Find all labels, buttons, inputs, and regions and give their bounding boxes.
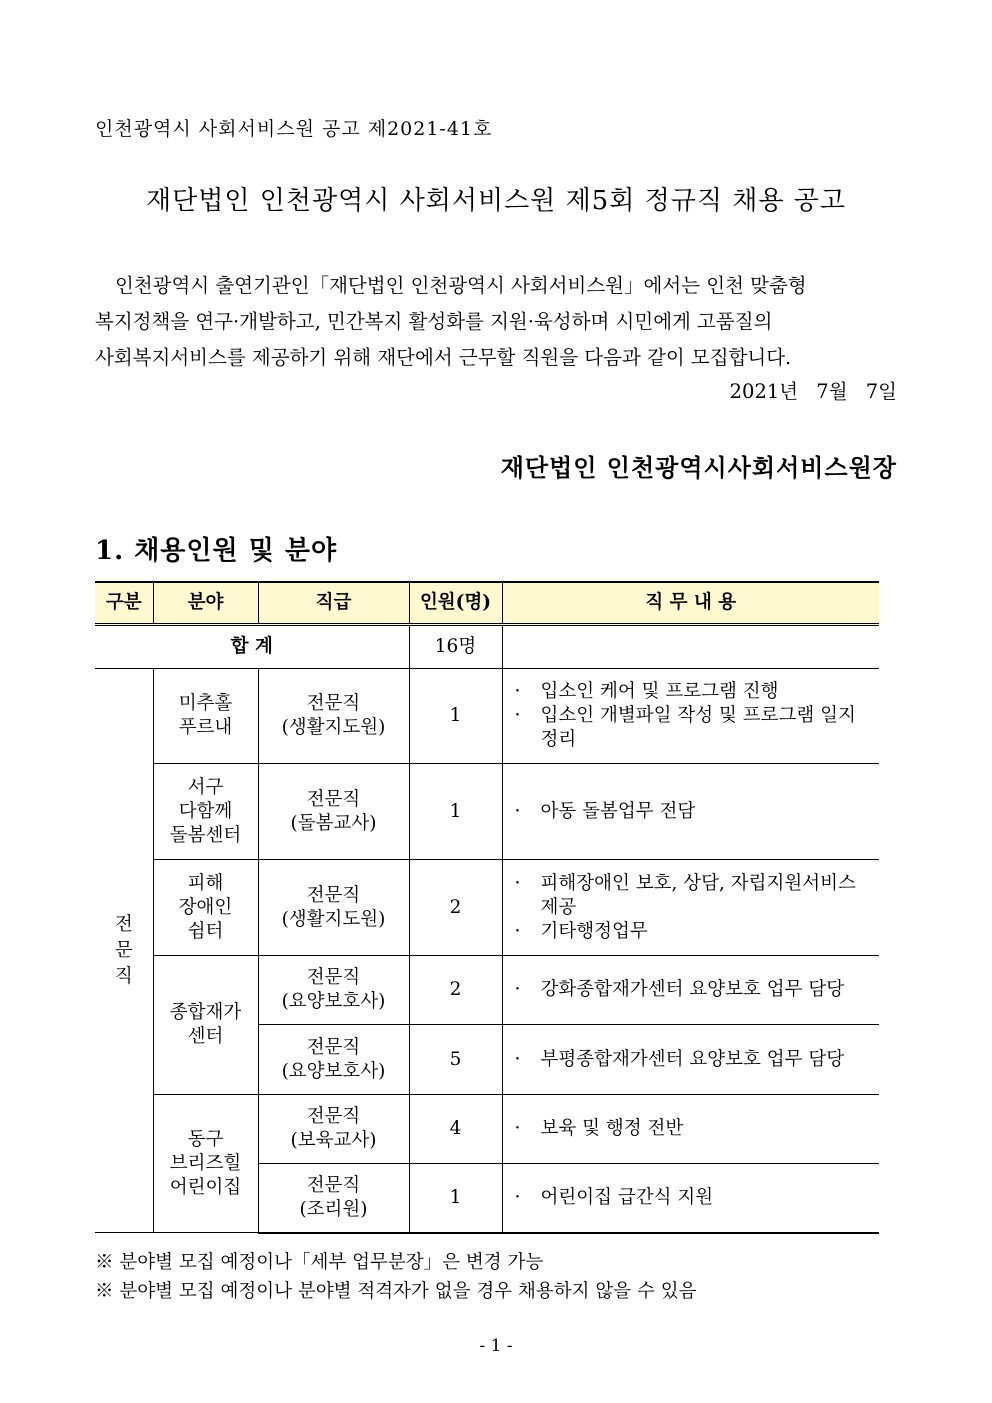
section-title: 1. 채용인원 및 분야 <box>95 536 338 566</box>
notice-number: 인천광역시 사회서비스원 공고 제2021-41호 <box>95 118 493 140</box>
count-cell: 1 <box>409 1164 502 1233</box>
table-row <box>95 669 879 764</box>
count-cell: 1 <box>409 669 502 764</box>
category-char: 전 <box>114 913 133 935</box>
field-line: 쉼터 <box>187 920 224 942</box>
bullet-icon: · <box>514 705 521 726</box>
grade-cell <box>258 956 409 1025</box>
header-category: 구분 <box>95 582 153 625</box>
field-line: 다함께 <box>178 800 233 822</box>
header-grade: 직급 <box>258 582 409 625</box>
grade-title: 전문직 <box>306 1106 361 1127</box>
duty-cell <box>502 764 879 860</box>
footnotes <box>95 1248 696 1306</box>
header-count: 인원(명) <box>409 582 502 625</box>
duty-text: 입소인 개별파일 작성 및 프로그램 일지정리 <box>540 705 856 750</box>
page-title: 재단법인 인천광역시 사회서비스원 제5회 정규직 채용 공고 <box>146 186 846 216</box>
grade-role: (요양보호사) <box>281 991 386 1012</box>
field-cell <box>153 956 258 1095</box>
grade-title: 전문직 <box>306 788 361 810</box>
grade-cell <box>258 1095 409 1164</box>
grade-title: 전문직 <box>306 1174 361 1196</box>
duty-text: 보육 및 행정 전반 <box>540 1118 684 1139</box>
page-number: - 1 - <box>479 1336 513 1356</box>
duty-item <box>515 920 874 944</box>
field-line: 어린이집 <box>169 1176 242 1198</box>
footnote: ※ 분야별 모집 예정이나 분야별 적격자가 없을 경우 채용하지 않을 수 있음 <box>95 1281 697 1302</box>
duty-text: 강화종합재가센터 요양보호 업무 담당 <box>540 979 845 1000</box>
intro-line-1: 인천광역시 출연기관인「재단법인 인천광역시 사회서비스원」에서는 인천 맞춤형 <box>115 274 807 297</box>
grade-title: 전문직 <box>306 884 361 906</box>
intro-paragraph <box>95 268 898 376</box>
category-cell <box>95 669 153 1233</box>
grade-role: (조리원) <box>299 1198 368 1220</box>
intro-line-2: 복지정책을 연구·개발하고, 민간복지 활성화를 지원·육성하며 시민에게 고품질의 <box>95 310 773 333</box>
duty-cell <box>502 1095 879 1164</box>
grade-title: 전문직 <box>306 1036 361 1058</box>
total-duties-empty <box>502 625 879 669</box>
table-row <box>95 956 879 1025</box>
duty-cell <box>502 956 879 1025</box>
field-line: 센터 <box>187 1026 224 1047</box>
field-cell <box>153 764 258 860</box>
notice-date: 2021년 7월 7일 <box>729 380 897 403</box>
bullet-icon: · <box>514 800 521 822</box>
field-line: 피해 <box>187 872 224 894</box>
bullet-icon: · <box>514 920 521 942</box>
recruitment-table <box>95 581 879 1234</box>
field-cell <box>153 669 258 764</box>
field-line: 미추홀 <box>178 693 233 714</box>
grade-role: (생활지도원) <box>281 908 386 930</box>
field-cell <box>153 1095 258 1233</box>
total-row <box>95 625 879 669</box>
field-cell <box>153 860 258 956</box>
count-cell: 5 <box>409 1025 502 1095</box>
bullet-icon: · <box>514 1186 521 1208</box>
field-line: 서구 <box>187 776 224 798</box>
count-cell: 2 <box>409 956 502 1025</box>
table-row <box>95 860 879 956</box>
count-cell: 4 <box>409 1095 502 1164</box>
bullet-icon: · <box>514 1048 521 1070</box>
grade-cell <box>258 669 409 764</box>
grade-cell <box>258 764 409 860</box>
grade-cell <box>258 1025 409 1095</box>
duty-text: 피해장애인 보호, 상담, 자립지원서비스 제공 <box>540 872 856 918</box>
field-line: 돌봄센터 <box>169 824 242 846</box>
table-row <box>95 1095 879 1164</box>
duty-item <box>515 872 874 920</box>
count-cell: 1 <box>409 764 502 860</box>
duty-item <box>515 1186 874 1210</box>
duty-text: 입소인 케어 및 프로그램 진행 <box>540 681 779 702</box>
bullet-icon: · <box>514 1118 521 1139</box>
duty-text: 아동 돌봄업무 전담 <box>540 800 696 822</box>
grade-role: (생활지도원) <box>281 717 386 738</box>
duty-cell <box>502 669 879 764</box>
duty-item <box>515 1048 874 1072</box>
grade-role: (보육교사) <box>290 1130 377 1151</box>
duty-item <box>515 704 874 752</box>
duty-text: 어린이집 급간식 지원 <box>540 1186 714 1208</box>
duty-cell <box>502 1164 879 1233</box>
signature: 재단법인 인천광역시사회서비스원장 <box>500 453 897 482</box>
bullet-icon: · <box>514 681 521 702</box>
field-line: 브리즈힐 <box>169 1152 242 1174</box>
field-line: 장애인 <box>178 896 233 918</box>
category-char: 문 <box>114 939 133 961</box>
table-header-row <box>95 582 879 625</box>
field-line: 동구 <box>187 1128 224 1150</box>
count-cell: 2 <box>409 860 502 956</box>
duty-cell <box>502 1025 879 1095</box>
total-label: 합 계 <box>95 625 409 669</box>
bullet-icon: · <box>514 979 521 1000</box>
duty-cell <box>502 860 879 956</box>
duty-item <box>515 978 874 1002</box>
intro-line-3: 사회복지서비스를 제공하기 위해 재단에서 근무할 직원을 다음과 같이 모집합니다. <box>95 346 792 369</box>
grade-cell <box>258 860 409 956</box>
total-count: 16명 <box>409 625 502 669</box>
duty-item <box>515 800 874 824</box>
table-row <box>95 764 879 860</box>
footnote: ※ 분야별 모집 예정이나「세부 업무분장」은 변경 가능 <box>95 1252 544 1273</box>
grade-role: (요양보호사) <box>281 1060 386 1082</box>
duty-item <box>515 680 874 704</box>
field-line: 푸르내 <box>178 717 233 738</box>
field-line: 종합재가 <box>169 1002 242 1023</box>
header-field: 분야 <box>153 582 258 625</box>
bullet-icon: · <box>514 872 521 894</box>
grade-title: 전문직 <box>306 693 361 714</box>
grade-cell <box>258 1164 409 1233</box>
grade-role: (돌봄교사) <box>290 812 377 834</box>
duty-text: 기타행정업무 <box>540 920 648 942</box>
duty-item <box>515 1117 874 1141</box>
category-char: 직 <box>114 965 133 987</box>
duty-text: 부평종합재가센터 요양보호 업무 담당 <box>540 1048 845 1070</box>
grade-title: 전문직 <box>306 967 361 988</box>
header-duties: 직 무 내 용 <box>502 582 879 625</box>
